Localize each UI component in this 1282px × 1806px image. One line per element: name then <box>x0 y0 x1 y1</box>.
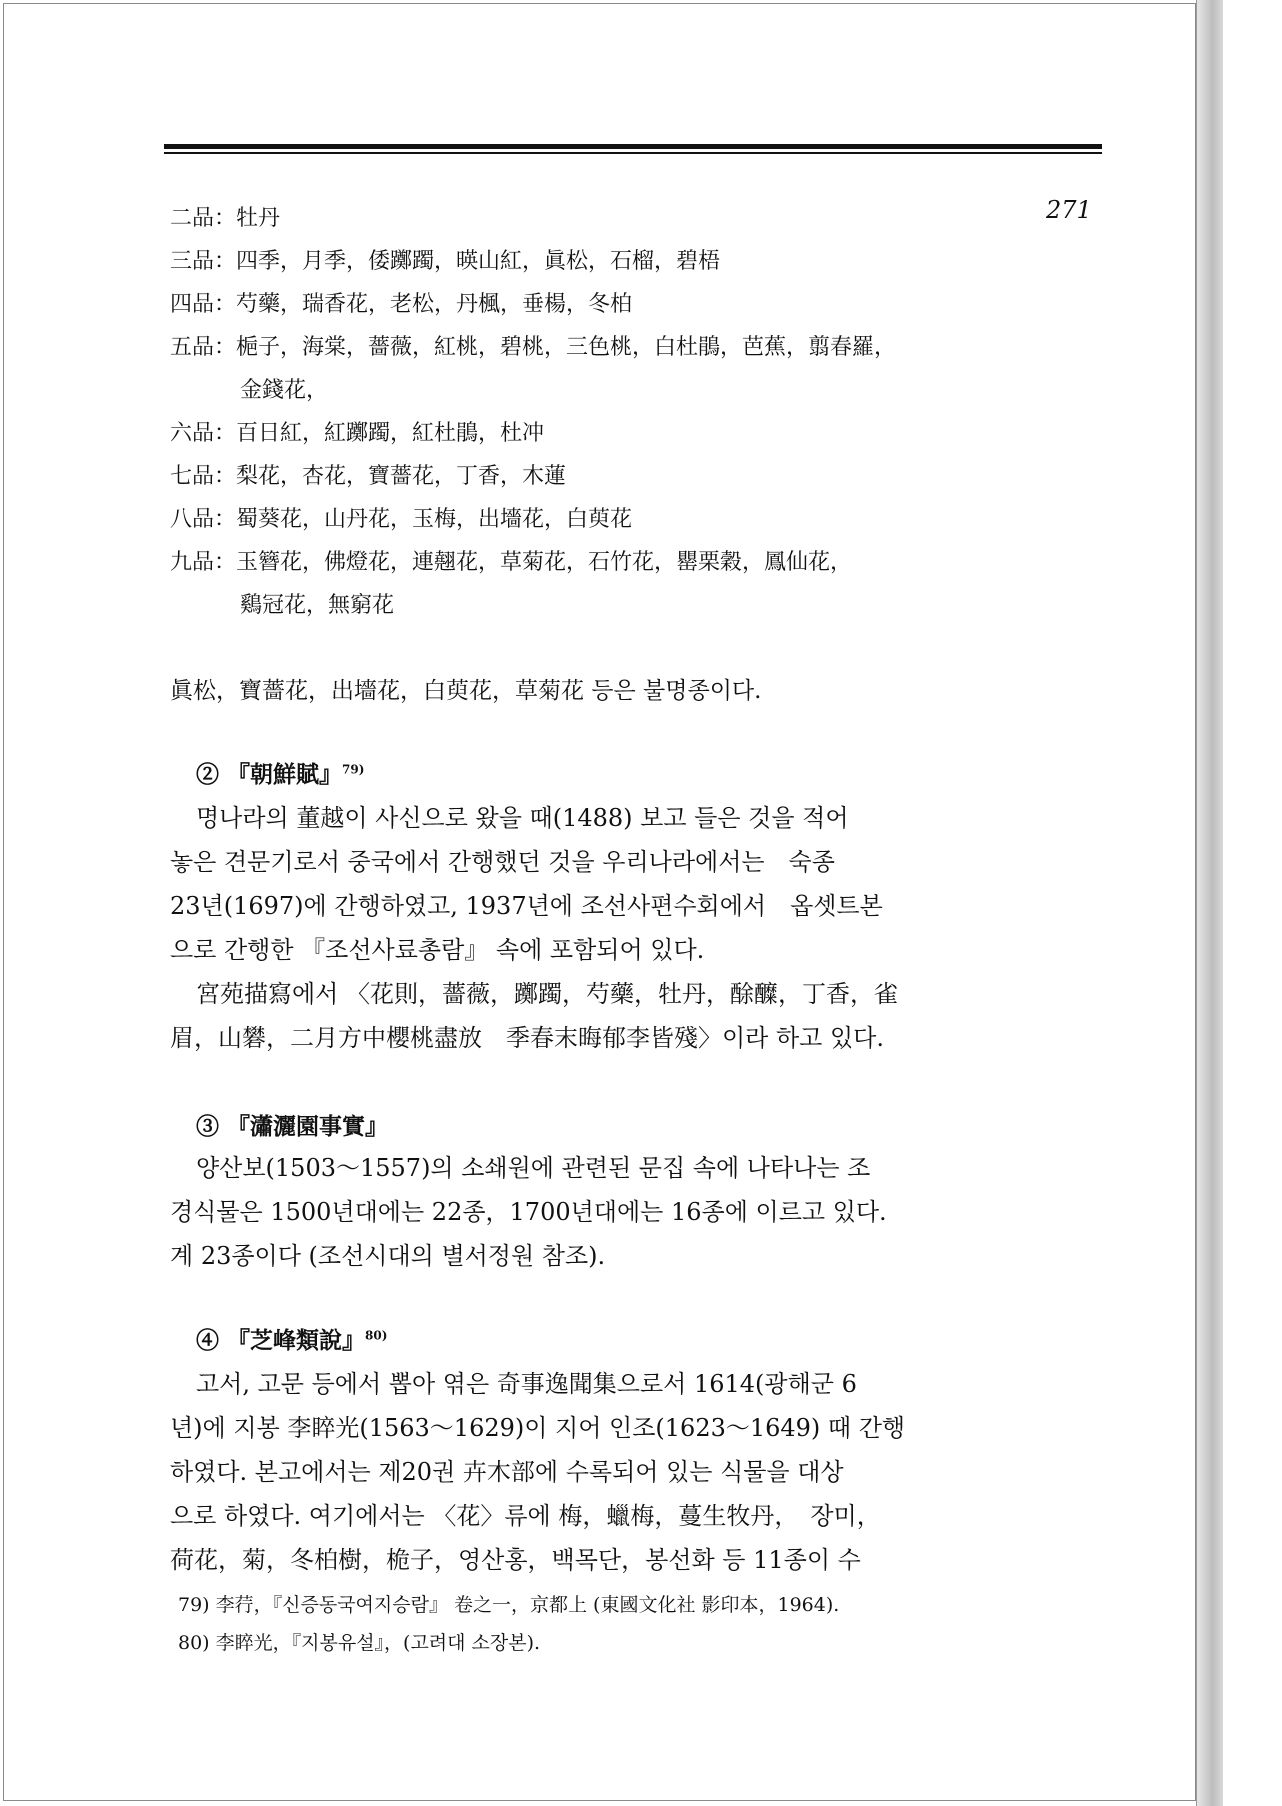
section-line: 荷花，菊，冬柏樹，桅子，영산홍，백목단，봉선화 등 11종이 수 <box>170 1546 861 1574</box>
rank-line: 三品：四季，月季，倭躑躅，暎山紅，眞松，石榴，碧梧 <box>170 249 721 274</box>
rank-line: 九品：玉簪花，佛燈花，連翹花，草菊花，石竹花，罌栗穀，鳳仙花， <box>170 550 853 575</box>
section-line: 양산보(1503～1557)의 소쇄원에 관련된 문집 속에 나타나는 조 <box>196 1154 871 1182</box>
section-heading: ② 『朝鮮賦』$^{79)}$ <box>196 761 365 788</box>
header-rule-thin <box>164 152 1102 154</box>
section-line: 경식물은 1500년대에는 22종，1700년대에는 16종에 이르고 있다. <box>170 1198 887 1226</box>
section-line: 23년(1697)에 간행하였고, 1937년에 조선사편수회에서 옵셋트본 <box>170 892 883 920</box>
footnote: 80) 李睟光，『지봉유설』，(고려대 소장본). <box>178 1632 541 1654</box>
rank-line: 八品：蜀葵花，山丹花，玉梅，出墻花，白萸花 <box>170 507 633 532</box>
section-line: 하였다. 본고에서는 제20권 卉木部에 수록되어 있는 식물을 대상 <box>170 1458 844 1486</box>
section-line: 놓은 견문기로서 중국에서 간행했던 것을 우리나라에서는 숙종 <box>170 848 835 876</box>
section-line: 계 23종이다 (조선시대의 별서정원 참조). <box>170 1242 606 1270</box>
section-line: 명나라의 董越이 사신으로 왔을 때(1488) 보고 들은 것을 적어 <box>196 804 849 832</box>
rank-line: 鷄冠花，無窮花 <box>240 593 395 618</box>
section-line: 고서, 고문 등에서 뽑아 엮은 奇事逸聞集으로서 1614(광해군 6 <box>196 1370 857 1398</box>
rank-line: 七品：梨花，杏花，寶薔花，丁香，木蓮 <box>170 464 567 489</box>
section-line: 宮苑描寫에서 〈花則，薔薇，躑躅，芍藥，牡丹，酴醾，丁香，雀 <box>196 980 898 1008</box>
page-edge <box>1196 0 1223 1806</box>
section-line: 眉，山礬，二月方中櫻桃盡放 季春末晦郁李皆殘〉이라 하고 있다. <box>170 1024 884 1052</box>
section-heading: ③ 『瀟灑園事實』 <box>196 1113 389 1140</box>
section-line: 년)에 지봉 李睟光(1563～1629)이 지어 인조(1623～1649) 때 간행 <box>170 1414 906 1442</box>
rank-line: 六品：百日紅，紅躑躅，紅杜鵑，杜冲 <box>170 421 545 446</box>
rank-line: 四品：芍藥，瑞香花，老松，丹楓，垂楊，冬柏 <box>170 292 633 317</box>
rank-line: 五品：梔子，海棠，薔薇，紅桃，碧桃，三色桃，白杜鵑，芭蕉，翦春羅， <box>170 335 897 360</box>
rank-line: 二品：牡丹 <box>170 206 281 231</box>
section-line: 으로 간행한 『조선사료총람』 속에 포함되어 있다. <box>170 936 705 964</box>
page-number: 271 <box>1046 196 1092 224</box>
rank-line: 金錢花， <box>240 378 329 403</box>
header-rule <box>164 144 1102 149</box>
section-line: 으로 하였다. 여기에서는 〈花〉류에 梅，蠟梅，蔓生牧丹， 장미， <box>170 1502 881 1530</box>
section-heading: ④ 『芝峰類說』$^{80)}$ <box>196 1327 388 1354</box>
footnote: 79) 李荇，『신증동국여지승람』 卷之一，京都上 (東國文化社 影印本，1964). <box>178 1594 840 1616</box>
summary-text: 眞松，寶薔花，出墻花，白萸花，草菊花 등은 불명종이다. <box>170 678 762 704</box>
